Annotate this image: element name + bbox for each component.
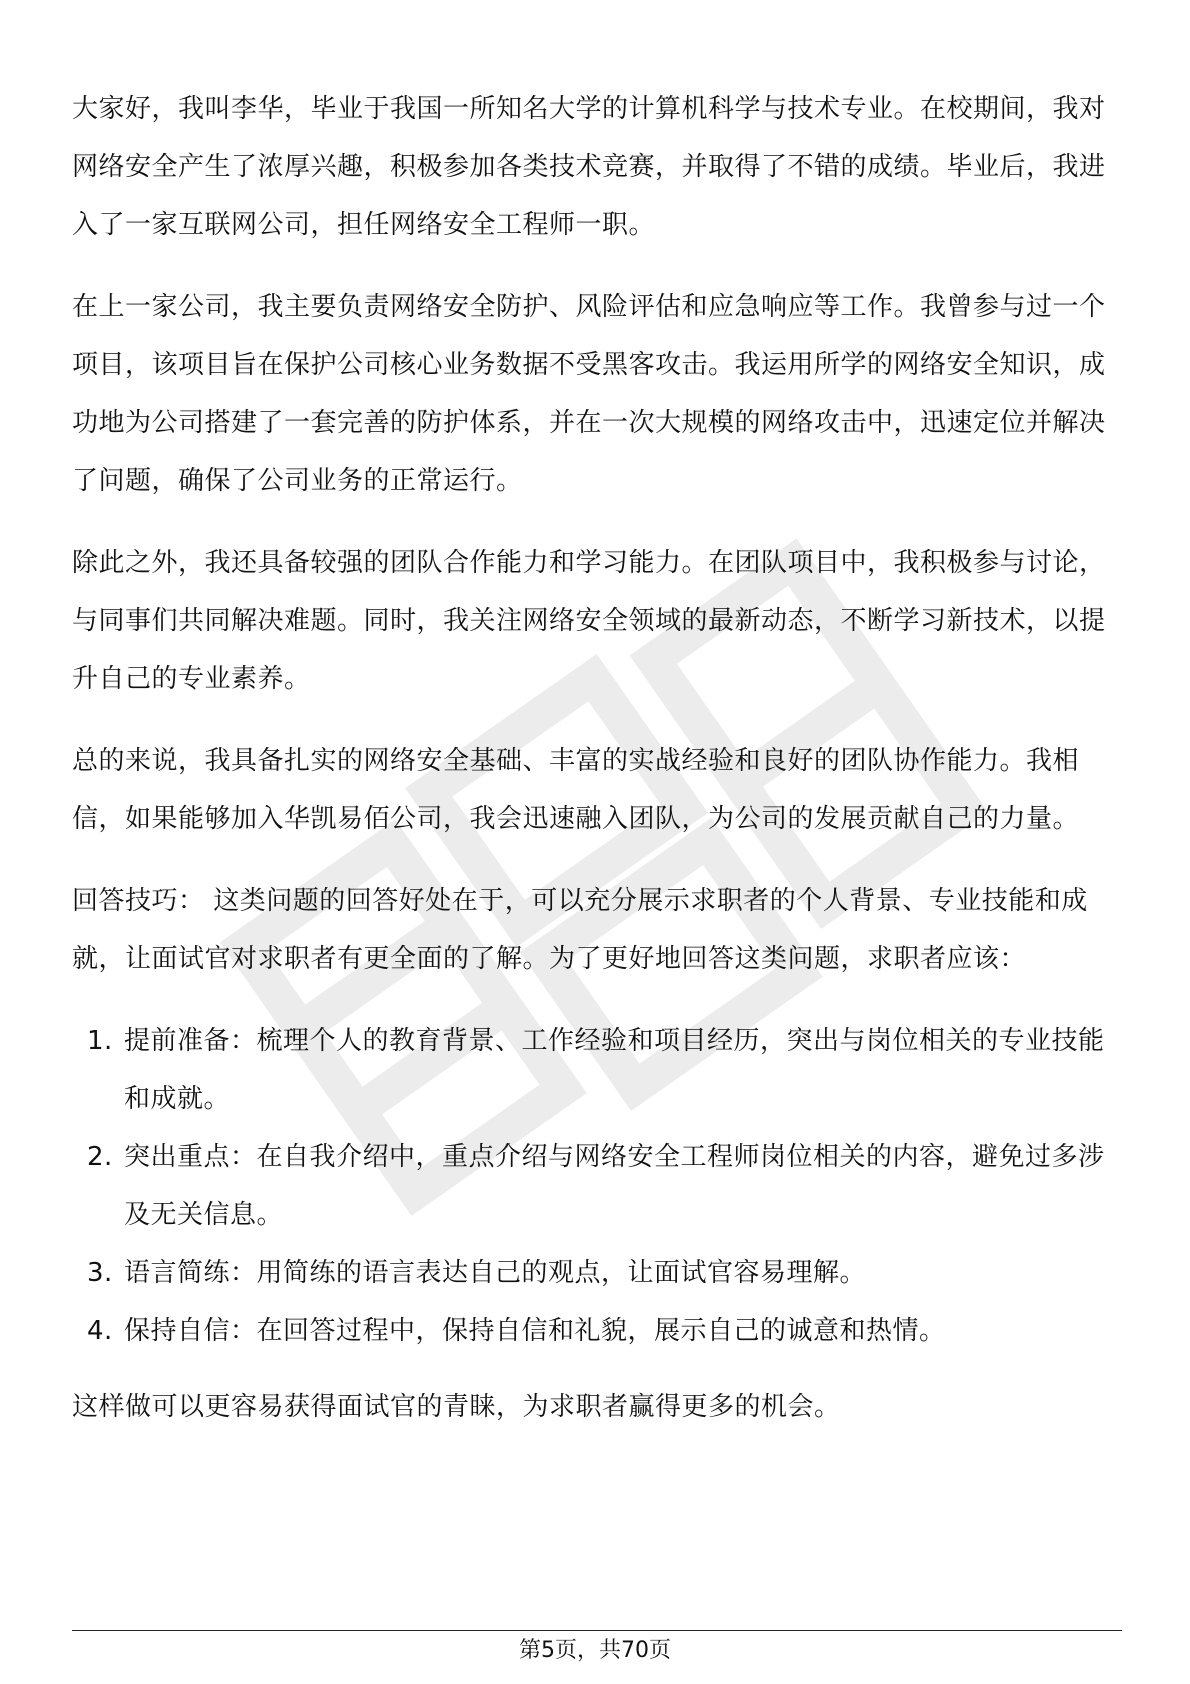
paragraph-experience: 在上一家公司，我主要负责网络安全防护、风险评估和应急响应等工作。我曾参与过一个项目，该项目旨在保护公司核心业务数据不受黑客攻击。我运用所学的网络安全知识，成功地为公司搭建了一套完善的防护体系，并在一次大规模的网络攻击中，迅速定位并解决了问题，确保了公司业务的正常运行。	[72, 292, 1106, 496]
list-item-number: 1.	[87, 1026, 113, 1056]
paragraph-answer-tips: 回答技巧： 这类问题的回答好处在于，可以充分展示求职者的个人背景、专业技能和成就，让面试官对求职者有更全面的了解。为了更好地回答这类问题，求职者应该：	[72, 886, 1088, 974]
list-item-text: 语言简练：用简练的语言表达自己的观点，让面试官容易理解。	[124, 1258, 867, 1288]
list-item-text: 保持自信：在回答过程中，保持自信和礼貌，展示自己的诚意和热情。	[124, 1316, 946, 1346]
footer-divider	[72, 1630, 1122, 1631]
list-item	[72, 1302, 1122, 1360]
tips-list	[72, 1012, 1122, 1360]
list-item-number: 3.	[87, 1258, 113, 1288]
paragraph-intro: 大家好，我叫李华，毕业于我国一所知名大学的计算机科学与技术专业。在校期间，我对网络安全产生了浓厚兴趣，积极参加各类技术竞赛，并取得了不错的成绩。毕业后，我进入了一家互联网公司，担任网络安全工程师一职。	[72, 94, 1106, 240]
list-item-text: 突出重点：在自我介绍中，重点介绍与网络安全工程师岗位相关的内容，避免过多涉及无关信息。	[124, 1142, 1105, 1230]
document-body	[72, 80, 1122, 1460]
page-number: 第5页，共70页	[519, 1638, 671, 1663]
list-item	[72, 1012, 1122, 1128]
list-item-number: 4.	[87, 1316, 113, 1346]
list-item-number: 2.	[87, 1142, 113, 1172]
paragraph-skills: 除此之外，我还具备较强的团队合作能力和学习能力。在团队项目中，我积极参与讨论，与同事们共同解决难题。同时，我关注网络安全领域的最新动态，不断学习新技术，以提升自己的专业素养。	[72, 548, 1106, 694]
list-item	[72, 1244, 1122, 1302]
paragraph-closing: 这样做可以更容易获得面试官的青睐，为求职者赢得更多的机会。	[72, 1392, 841, 1422]
list-item-text: 提前准备：梳理个人的教育背景、工作经验和项目经历，突出与岗位相关的专业技能和成就。	[124, 1026, 1105, 1114]
list-item	[72, 1128, 1122, 1244]
paragraph-summary: 总的来说，我具备扎实的网络安全基础、丰富的实战经验和良好的团队协作能力。我相信，如果能够加入华凯易佰公司，我会迅速融入团队，为公司的发展贡献自己的力量。	[72, 746, 1080, 834]
